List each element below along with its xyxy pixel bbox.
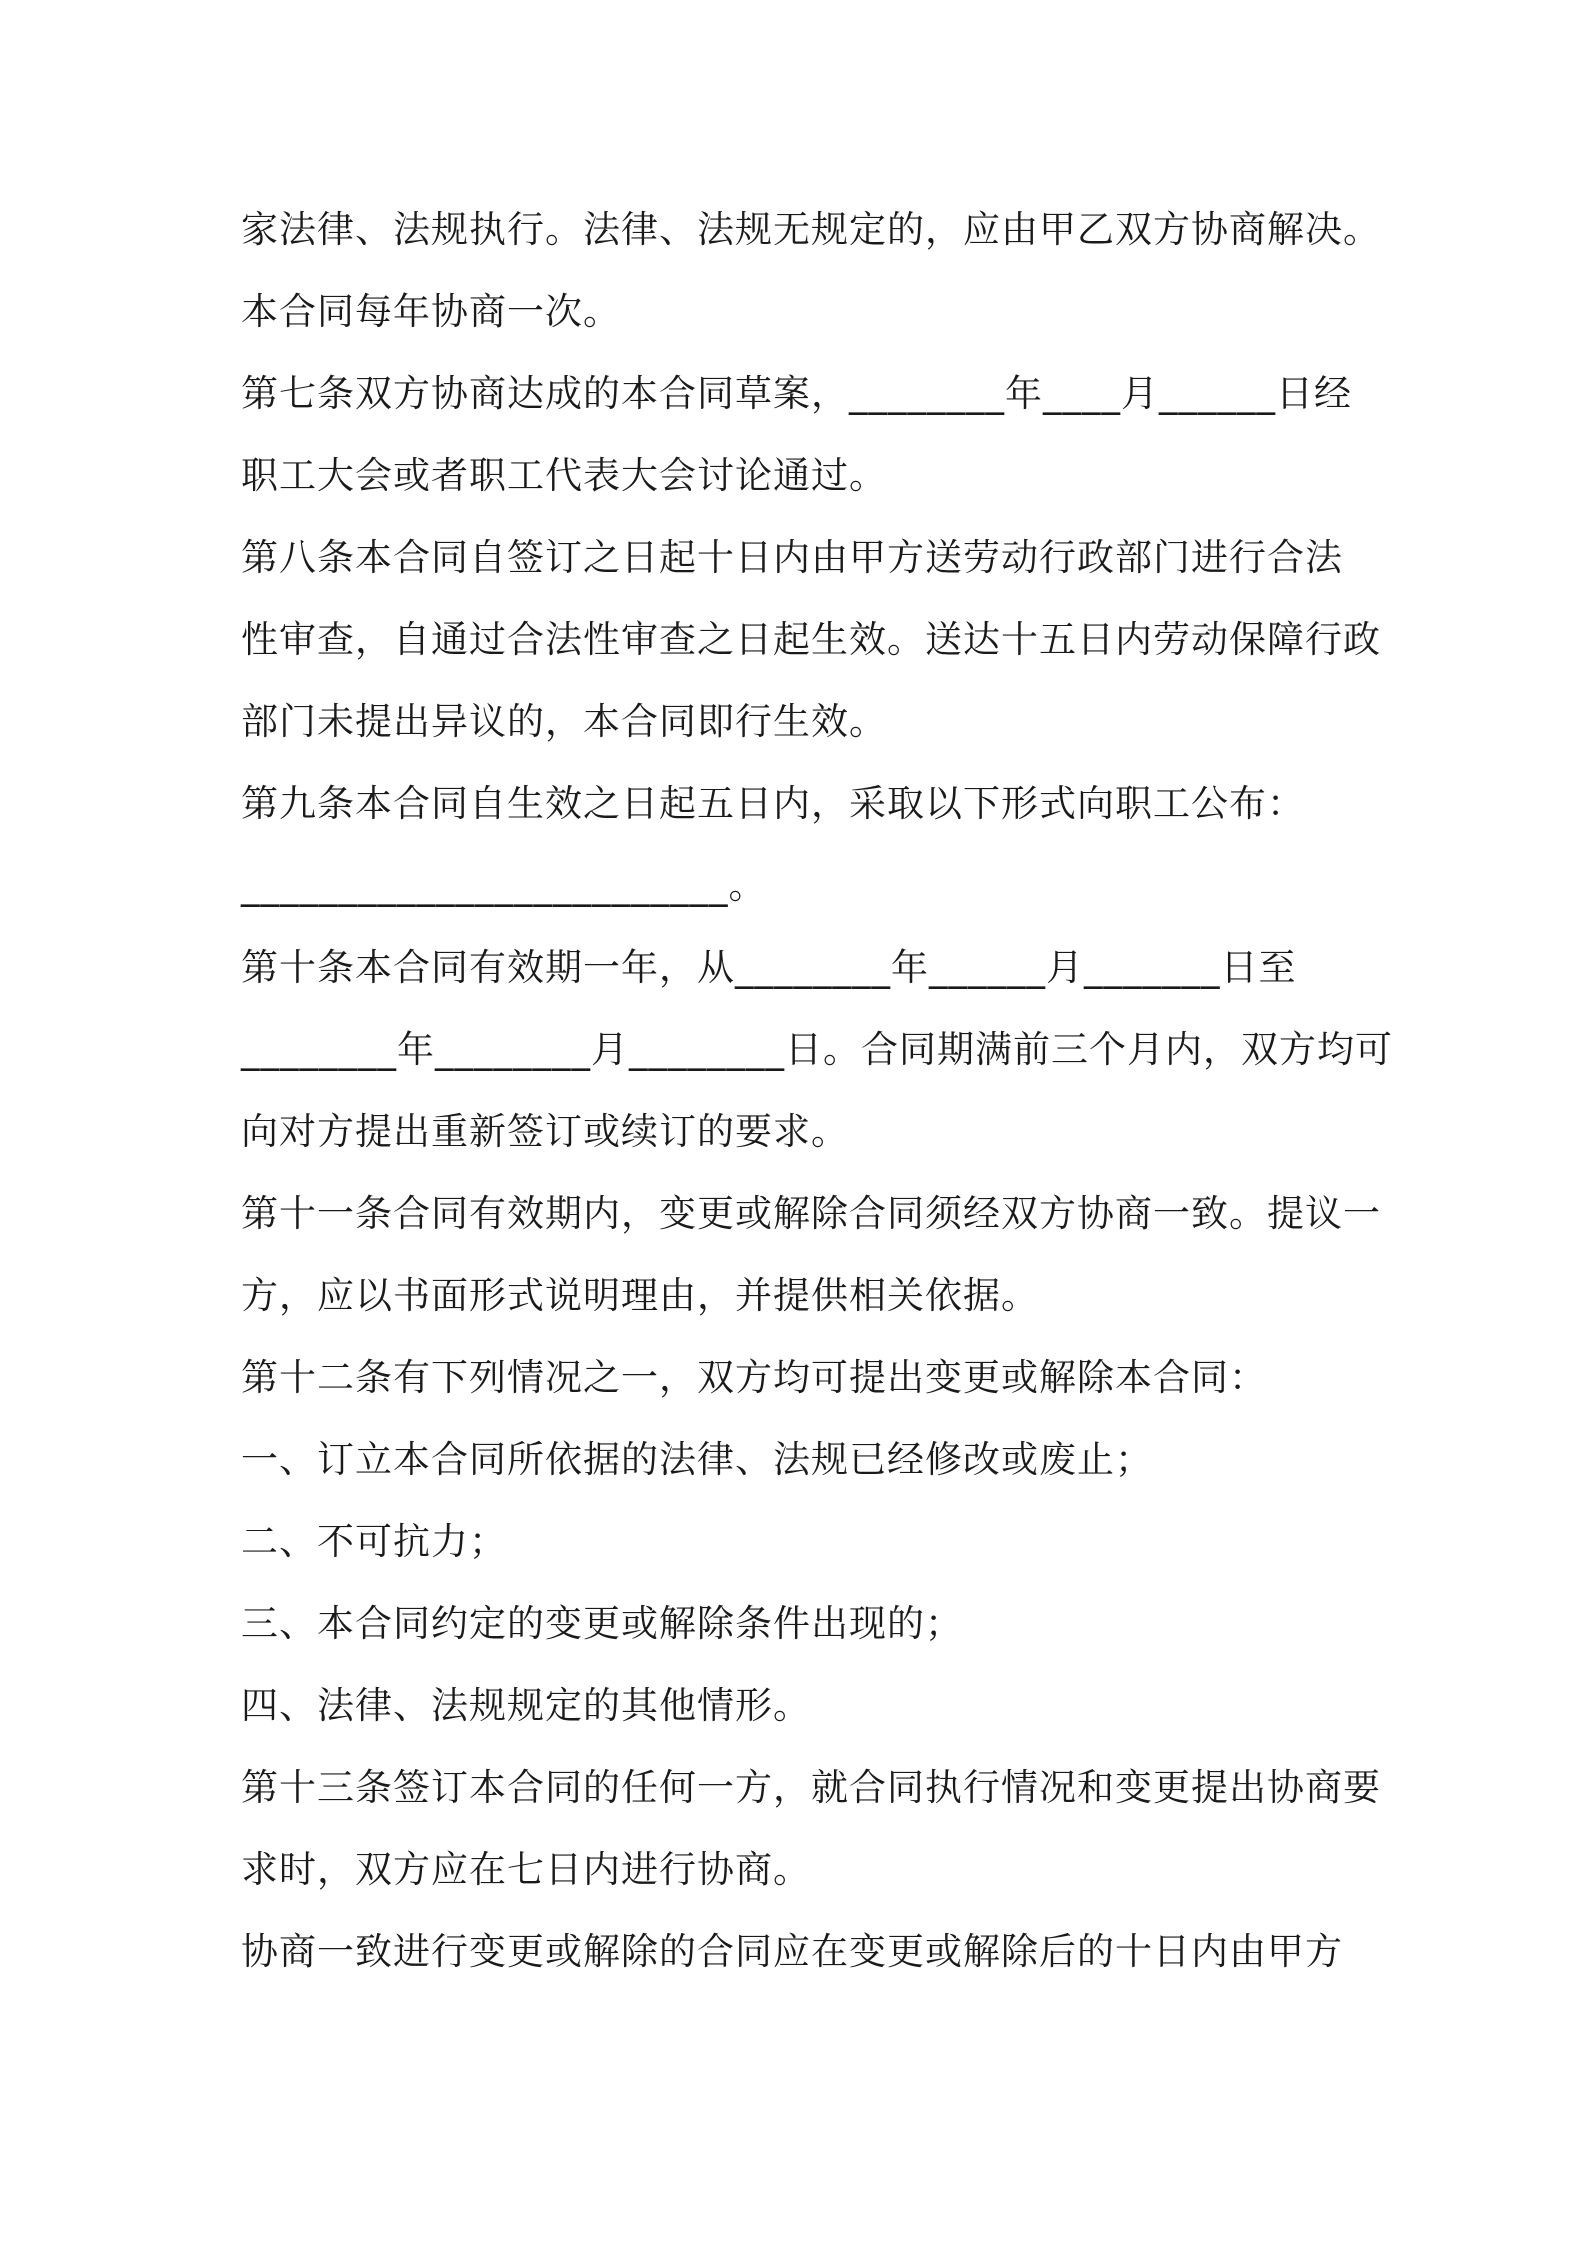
text-line-5: 第八条本合同自签订之日起十日内由甲方送劳动行政部门进行合法 <box>241 536 1343 579</box>
text-line-19: 四、法律、法规规定的其他情形。 <box>241 1684 811 1727</box>
text-line-21: 求时，双方应在七日内进行协商。 <box>241 1848 811 1891</box>
text-line-22: 协商一致进行变更或解除的合同应在变更或解除后的十日内由甲方 <box>241 1930 1343 1973</box>
text-line-14: 方，应以书面形式说明理由，并提供相关依据。 <box>241 1274 1039 1317</box>
text-line-15: 第十二条有下列情况之一，双方均可提出变更或解除本合同： <box>241 1356 1267 1399</box>
text-line-2: 本合同每年协商一次。 <box>241 290 621 333</box>
text-line-12: 向对方提出重新签订或续订的要求。 <box>241 1110 849 1153</box>
text-line-8: 第九条本合同自生效之日起五日内，采取以下形式向职工公布： <box>241 782 1305 825</box>
text-line-11: ________年________月________日。合同期满前三个月内，双方均可 <box>241 1028 1393 1071</box>
text-line-16: 一、订立本合同所依据的法律、法规已经修改或废止； <box>241 1438 1153 1481</box>
text-line-10: 第十条本合同有效期一年，从________年______月_______日至 <box>241 946 1297 989</box>
text-line-6: 性审查，自通过合法性审查之日起生效。送达十五日内劳动保障行政 <box>241 618 1381 661</box>
text-line-9: _________________________。 <box>241 864 767 907</box>
text-line-3: 第七条双方协商达成的本合同草案，________年____月______日经 <box>241 372 1352 415</box>
text-line-17: 二、不可抗力； <box>241 1520 507 1563</box>
text-line-20: 第十三条签订本合同的任何一方，就合同执行情况和变更提出协商要 <box>241 1766 1381 1809</box>
text-line-4: 职工大会或者职工代表大会讨论通过。 <box>241 454 887 497</box>
text-line-1: 家法律、法规执行。法律、法规无规定的，应由甲乙双方协商解决。 <box>241 208 1381 251</box>
text-line-7: 部门未提出异议的，本合同即行生效。 <box>241 700 887 743</box>
text-line-18: 三、本合同约定的变更或解除条件出现的； <box>241 1602 963 1645</box>
text-line-13: 第十一条合同有效期内，变更或解除合同须经双方协商一致。提议一 <box>241 1192 1381 1235</box>
